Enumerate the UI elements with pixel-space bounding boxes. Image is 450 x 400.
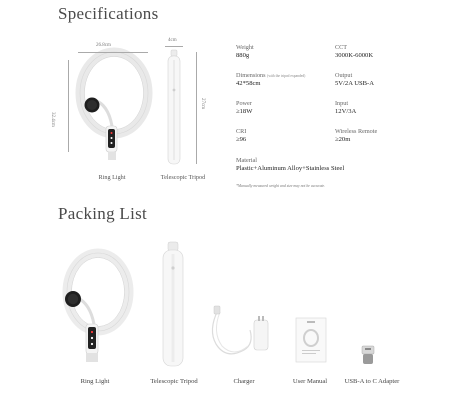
spec-value: 3000K-6000K <box>335 52 374 59</box>
spec-value: Plastic+Aluminum Alloy+Stainless Steel <box>236 165 345 172</box>
ring-light-image <box>68 38 160 168</box>
ring-width-label: 26.8cm <box>96 43 111 48</box>
spec-value: ≥20m <box>335 136 351 143</box>
tripod-image <box>160 48 188 170</box>
spec-value: 880g <box>236 52 250 59</box>
packing-item-charger: Charger <box>233 378 255 385</box>
spec-label: Power <box>236 100 252 107</box>
tripod-height-label: 27cm <box>200 98 205 110</box>
adapter-icon <box>360 344 376 366</box>
spec-tripod-caption: Telescopic Tripod <box>160 174 206 181</box>
spec-value: 42*58cm <box>236 80 261 87</box>
spec-label: CCT <box>335 44 348 51</box>
spec-label: Weight <box>236 44 254 51</box>
spec-dimensions <box>236 72 305 88</box>
spec-cct <box>335 44 373 60</box>
tripod-height-line <box>196 52 197 164</box>
charger-icon <box>204 300 274 370</box>
tripod-width-label: 4cm <box>168 38 177 43</box>
spec-label: Input <box>335 100 349 107</box>
ring-light-icon <box>56 240 136 364</box>
spec-ring-light-caption: Ring Light <box>98 174 126 181</box>
manual-icon <box>294 316 330 366</box>
ring-height-line <box>68 60 69 152</box>
spec-label: Wireless Remote <box>335 128 378 135</box>
spec-value: 12V/3A <box>335 108 357 115</box>
packing-item-ring-light: Ring Light <box>80 378 110 385</box>
spec-label: Material <box>236 157 257 164</box>
spec-note: (with the tripod expanded) <box>267 74 306 78</box>
spec-label: CRI <box>236 128 247 135</box>
packing-item-adapter: USB-A to C Adapter <box>344 378 400 385</box>
spec-input <box>335 100 356 116</box>
specifications-title: Specifications <box>58 4 159 23</box>
packing-item-manual: User Manual <box>292 378 328 385</box>
tripod-width-line <box>165 46 183 47</box>
ring-width-line <box>78 52 148 53</box>
spec-footnote: *Manually measured weight and size may not be accurate. <box>236 184 326 188</box>
spec-value: ≥18W <box>236 108 253 115</box>
spec-value: ≥96 <box>236 136 247 143</box>
spec-material <box>236 157 344 173</box>
packing-list-title: Packing List <box>58 204 148 223</box>
spec-label: Dimensions <box>236 72 266 79</box>
spec-output <box>335 72 374 88</box>
spec-power <box>236 100 252 116</box>
ring-height-label: 32.4cm <box>50 112 55 127</box>
packing-item-tripod: Telescopic Tripod <box>150 378 198 385</box>
spec-value: 5V/2A USB-A <box>335 80 375 87</box>
tripod-icon <box>155 240 191 370</box>
spec-cri <box>236 128 246 144</box>
spec-label: Output <box>335 72 353 79</box>
spec-weight <box>236 44 254 60</box>
spec-wireless-remote <box>335 128 377 144</box>
